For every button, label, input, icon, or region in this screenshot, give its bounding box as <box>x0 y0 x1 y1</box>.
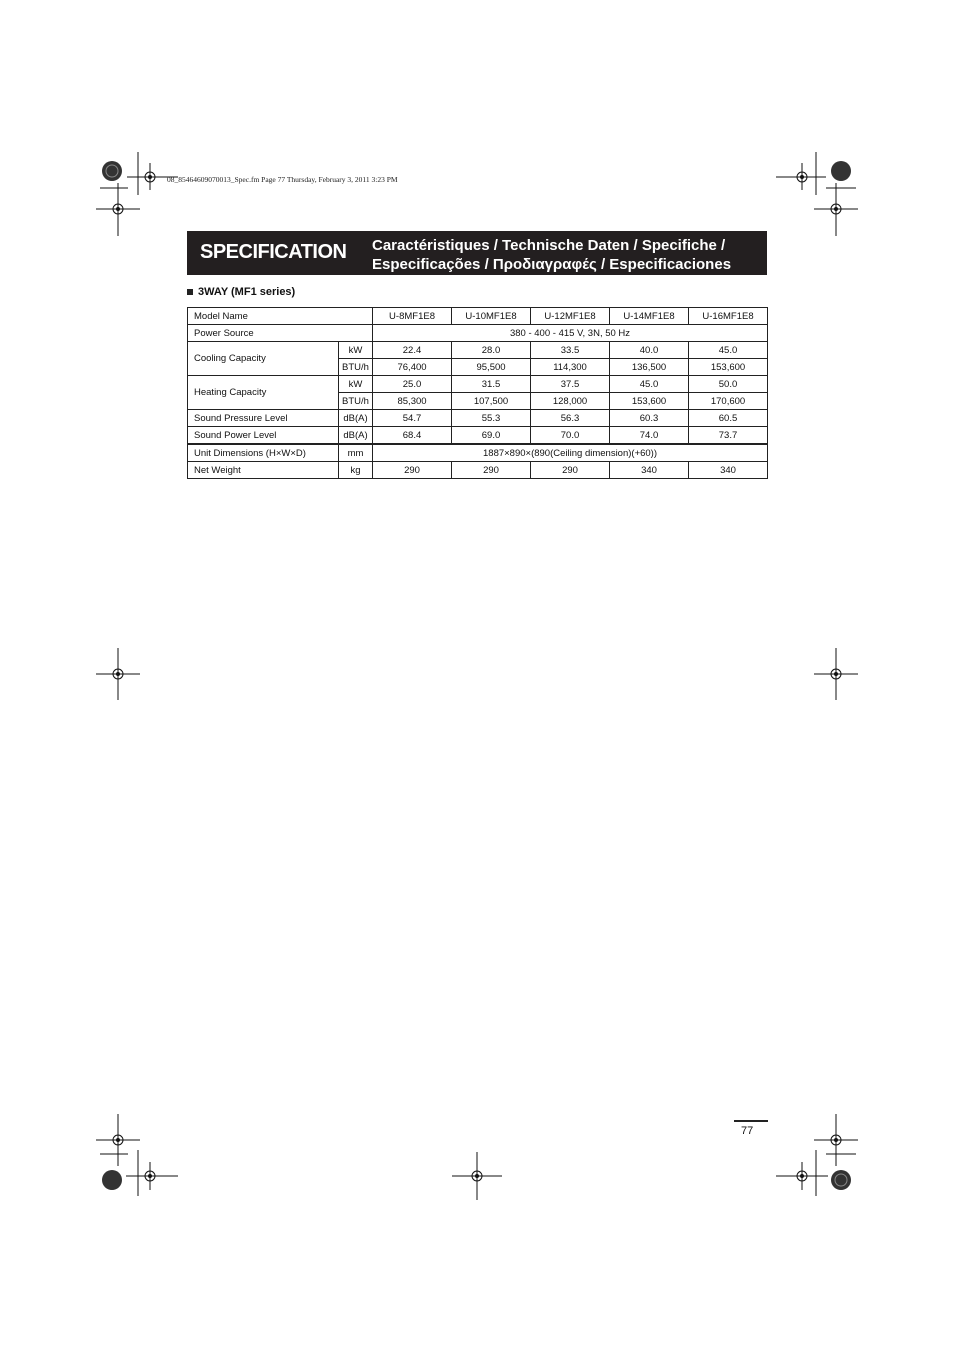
value-cell: 55.3 <box>452 410 531 427</box>
spec-table <box>187 307 768 479</box>
heating-capacity-label: Heating Capacity <box>188 376 339 410</box>
model-cell: U-14MF1E8 <box>610 308 689 325</box>
unit-cell: kg <box>339 462 373 479</box>
value-cell: 60.3 <box>610 410 689 427</box>
value-cell: 128,000 <box>531 393 610 410</box>
value-cell: 28.0 <box>452 342 531 359</box>
value-cell: 54.7 <box>373 410 452 427</box>
table-row-dimensions <box>188 444 768 462</box>
value-cell: 45.0 <box>610 376 689 393</box>
value-cell: 153,600 <box>610 393 689 410</box>
value-cell: 70.0 <box>531 427 610 445</box>
model-cell: U-12MF1E8 <box>531 308 610 325</box>
dimensions-value: 1887×890×(890(Ceiling dimension)(+60)) <box>373 444 768 462</box>
value-cell: 25.0 <box>373 376 452 393</box>
value-cell: 136,500 <box>610 359 689 376</box>
value-cell: 56.3 <box>531 410 610 427</box>
value-cell: 290 <box>531 462 610 479</box>
table-row-heating-kw <box>188 376 768 393</box>
table-row-sound-pressure <box>188 410 768 427</box>
cooling-capacity-label: Cooling Capacity <box>188 342 339 376</box>
banner-subtitle-line1: Caractéristiques / Technische Daten / Specifiche / <box>372 237 726 254</box>
section-title: 3WAY (MF1 series) <box>198 286 296 298</box>
value-cell: 95,500 <box>452 359 531 376</box>
unit-cell: dB(A) <box>339 427 373 445</box>
value-cell: 50.0 <box>689 376 768 393</box>
banner-subtitle <box>372 236 731 274</box>
model-cell: U-8MF1E8 <box>373 308 452 325</box>
page-number: 77 <box>741 1125 754 1137</box>
banner-title: SPECIFICATION <box>200 241 347 263</box>
value-cell: 114,300 <box>531 359 610 376</box>
model-cell: U-16MF1E8 <box>689 308 768 325</box>
print-slug: 08_85464609070013_Spec.fm Page 77 Thursday, February 3, 2011 3:23 PM <box>167 175 398 184</box>
value-cell: 73.7 <box>689 427 768 445</box>
specification-banner <box>187 231 767 275</box>
value-cell: 107,500 <box>452 393 531 410</box>
unit-cell: dB(A) <box>339 410 373 427</box>
power-source-value: 380 - 400 - 415 V, 3N, 50 Hz <box>373 325 768 342</box>
net-weight-label: Net Weight <box>188 462 339 479</box>
value-cell: 33.5 <box>531 342 610 359</box>
value-cell: 37.5 <box>531 376 610 393</box>
sound-power-label: Sound Power Level <box>188 427 339 445</box>
unit-cell: mm <box>339 444 373 462</box>
value-cell: 45.0 <box>689 342 768 359</box>
table-row-cooling-kw <box>188 342 768 359</box>
unit-cell: BTU/h <box>339 359 373 376</box>
unit-cell: kW <box>339 342 373 359</box>
unit-cell: BTU/h <box>339 393 373 410</box>
value-cell: 290 <box>452 462 531 479</box>
unit-cell: kW <box>339 376 373 393</box>
table-row-sound-power <box>188 427 768 445</box>
model-cell: U-10MF1E8 <box>452 308 531 325</box>
model-name-label: Model Name <box>188 308 373 325</box>
value-cell: 74.0 <box>610 427 689 445</box>
value-cell: 40.0 <box>610 342 689 359</box>
dimensions-label: Unit Dimensions (H×W×D) <box>188 444 339 462</box>
value-cell: 60.5 <box>689 410 768 427</box>
value-cell: 85,300 <box>373 393 452 410</box>
section-heading <box>187 286 295 298</box>
value-cell: 340 <box>610 462 689 479</box>
table-row-power-source <box>188 325 768 342</box>
table-row-net-weight <box>188 462 768 479</box>
value-cell: 22.4 <box>373 342 452 359</box>
table-row-model <box>188 308 768 325</box>
sound-pressure-label: Sound Pressure Level <box>188 410 339 427</box>
square-bullet-icon <box>187 289 193 295</box>
value-cell: 31.5 <box>452 376 531 393</box>
page-number-rule <box>734 1120 768 1122</box>
power-source-label: Power Source <box>188 325 373 342</box>
value-cell: 76,400 <box>373 359 452 376</box>
value-cell: 68.4 <box>373 427 452 445</box>
value-cell: 153,600 <box>689 359 768 376</box>
value-cell: 340 <box>689 462 768 479</box>
value-cell: 69.0 <box>452 427 531 445</box>
banner-subtitle-line2: Especificações / Προδιαγραφές / Especificaciones <box>372 256 732 273</box>
value-cell: 290 <box>373 462 452 479</box>
value-cell: 170,600 <box>689 393 768 410</box>
